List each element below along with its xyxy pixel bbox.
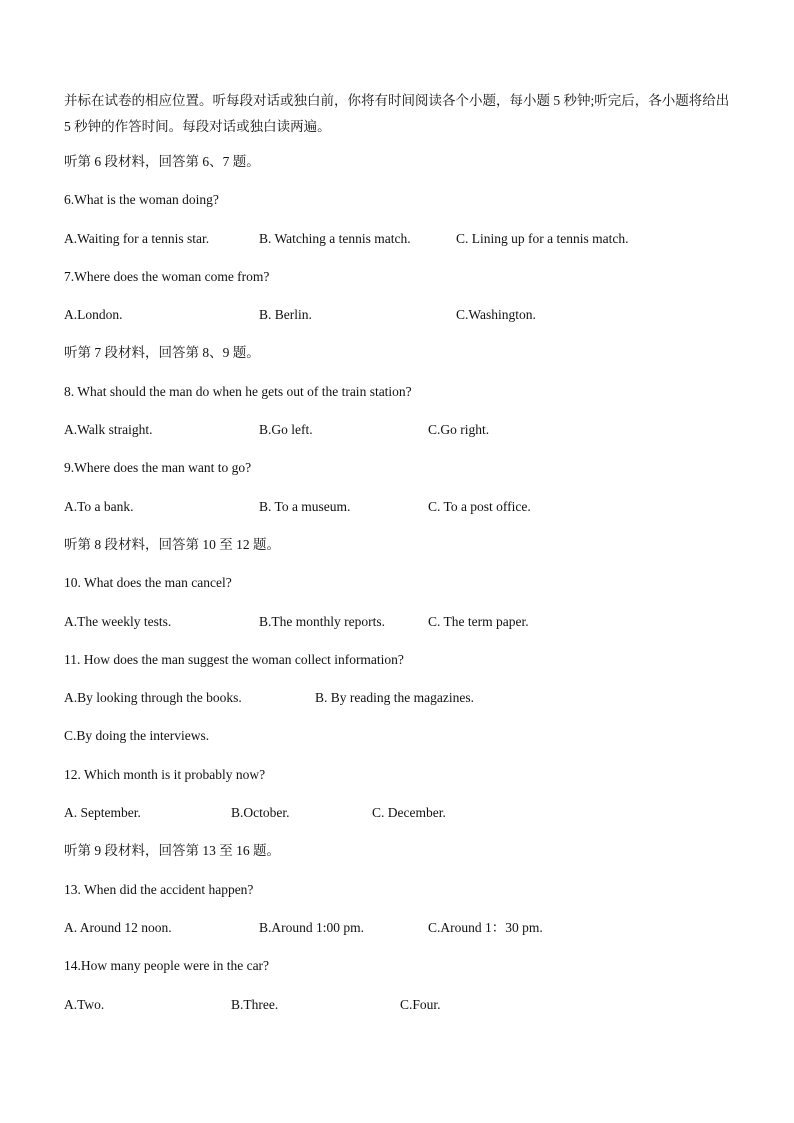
question-13-options [64, 916, 734, 954]
question-14-option-b: B.Three. [231, 996, 279, 1012]
question-10-option-c: C. The term paper. [428, 613, 529, 629]
question-9-options [64, 495, 734, 533]
question-11-options-row-2 [64, 724, 734, 762]
question-7-stem: 7.Where does the woman come from? [64, 268, 270, 284]
question-11-option-a: A.By looking through the books. [64, 690, 242, 706]
question-8-option-a: A.Walk straight. [64, 422, 153, 438]
question-12-option-a: A. September. [64, 805, 141, 821]
question-7-option-b: B. Berlin. [259, 307, 312, 323]
section-heading-6: 听第 6 段材料，回答第 6、7 题。 [64, 154, 260, 169]
question-14-option-c: C.Four. [400, 996, 441, 1012]
question-11-stem: 11. How does the man suggest the woman collect information? [64, 651, 404, 667]
question-13-stem: 13. When did the accident happen? [64, 881, 254, 897]
question-6-stem: 6.What is the woman doing? [64, 192, 219, 208]
question-14-options [64, 993, 734, 1031]
question-10-option-b: B.The monthly reports. [259, 613, 385, 629]
question-6-options [64, 227, 734, 265]
question-9-option-b: B. To a museum. [259, 498, 351, 514]
question-7-options [64, 303, 734, 341]
question-8-option-b: B.Go left. [259, 422, 313, 438]
question-12-options [64, 801, 734, 839]
document-page [64, 88, 734, 1031]
question-12-option-b: B.October. [231, 805, 290, 821]
section-heading-9: 听第 9 段材料，回答第 13 至 16 题。 [64, 843, 280, 859]
question-7-option-a: A.London. [64, 307, 123, 323]
instructions-paragraph: 并标在试卷的相应位置。听每段对话或独白前，你将有时间阅读各个小题，每小题 5 秒钟;听完后，各小题将给出 5 秒钟的作答时间。每段对话或独白读两遍。 [64, 93, 730, 134]
question-10-option-a: A.The weekly tests. [64, 613, 172, 629]
question-14-option-a: A.Two. [64, 996, 105, 1012]
question-11-option-c: C.By doing the interviews. [64, 728, 210, 744]
question-14-stem: 14.How many people were in the car? [64, 958, 270, 974]
section-heading-7: 听第 7 段材料，回答第 8、9 题。 [64, 345, 260, 361]
question-8-option-c: C.Go right. [428, 422, 490, 438]
question-6-option-a: A.Waiting for a tennis star. [64, 230, 210, 246]
question-9-stem: 9.Where does the man want to go? [64, 460, 252, 476]
question-13-option-c: C.Around 1：30 pm. [428, 919, 543, 935]
question-11-options-row-1 [64, 686, 734, 724]
question-11-option-b: B. By reading the magazines. [315, 690, 474, 706]
question-9-option-c: C. To a post office. [428, 498, 531, 514]
question-10-options [64, 610, 734, 648]
question-7-option-c: C.Washington. [456, 307, 536, 323]
question-8-options [64, 418, 734, 456]
question-8-stem: 8. What should the man do when he gets out of the train station? [64, 383, 412, 399]
question-13-option-a: A. Around 12 noon. [64, 919, 172, 935]
question-6-option-c: C. Lining up for a tennis match. [456, 230, 629, 246]
question-13-option-b: B.Around 1:00 pm. [259, 919, 365, 935]
question-6-option-b: B. Watching a tennis match. [259, 230, 411, 246]
question-12-option-c: C. December. [372, 805, 446, 821]
question-12-stem: 12. Which month is it probably now? [64, 766, 266, 782]
question-9-option-a: A.To a bank. [64, 498, 134, 514]
question-10-stem: 10. What does the man cancel? [64, 575, 232, 591]
section-heading-8: 听第 8 段材料，回答第 10 至 12 题。 [64, 536, 280, 552]
